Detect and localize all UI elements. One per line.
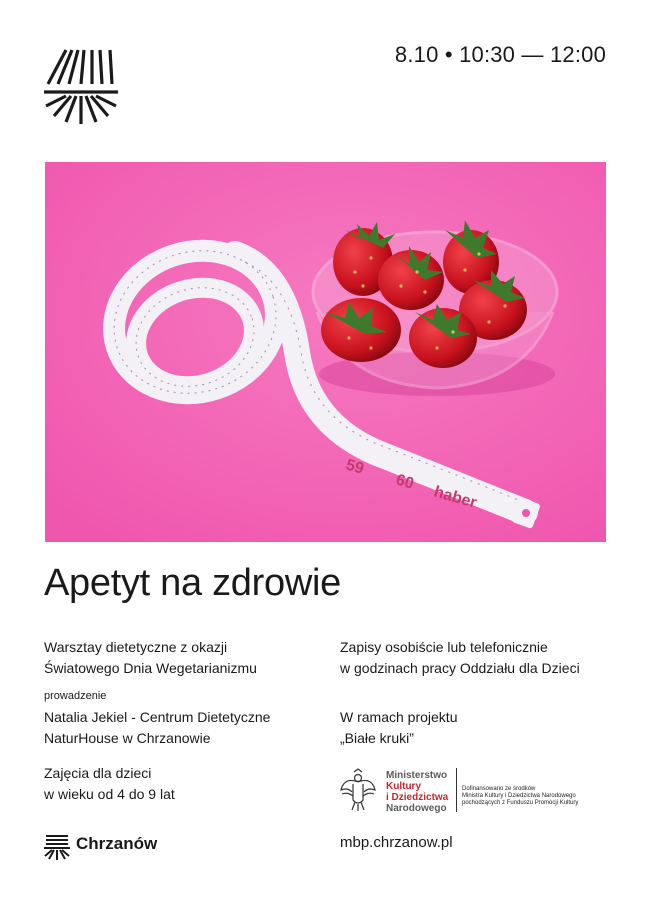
signup-line-2: w godzinach pracy Oddziału dla Dzieci <box>340 660 580 676</box>
polish-eagle-icon <box>340 768 376 812</box>
ministry-divider <box>456 768 457 812</box>
ministry-name <box>386 770 448 814</box>
event-audience <box>44 763 314 805</box>
lead-label: prowadzenie <box>44 690 107 702</box>
signup-line-1: Zapisy osobiście lub telefonicznie <box>340 639 548 655</box>
description-line-1: Warsztay dietetyczne z okazji <box>44 639 228 655</box>
ministry-funding-note <box>462 786 602 808</box>
event-photo <box>45 162 606 542</box>
funding-note-line-2: Ministra Kultury i Dziedzictwa Narodowego <box>462 793 576 800</box>
lead-line-1: Natalia Jekiel - Centrum Dietetyczne <box>44 709 271 725</box>
ministry-name-line-2: Kultury <box>386 781 421 792</box>
ministry-name-line-1: Ministerstwo <box>386 770 448 781</box>
event-lead <box>44 707 314 749</box>
photo-illustration <box>45 162 606 542</box>
ministry-logo <box>340 766 600 818</box>
lead-line-2: NaturHouse w Chrzanowie <box>44 730 211 746</box>
tape-number-60: 60 <box>393 471 416 493</box>
funding-note-line-3: pochodzących z Funduszu Promocji Kultury <box>462 800 579 807</box>
event-signup <box>340 637 630 679</box>
event-title: Apetyt na zdrowie <box>44 562 341 604</box>
audience-line-2: w wieku od 4 do 9 lat <box>44 786 175 802</box>
event-description <box>44 637 314 679</box>
description-line-2: Światowego Dnia Wegetarianizmu <box>44 660 257 676</box>
event-project <box>340 707 630 749</box>
event-datetime: 8.10 • 10:30 — 12:00 <box>394 42 606 67</box>
project-line-1: W ramach projektu <box>340 709 458 725</box>
ministry-name-line-4: Narodowego <box>386 803 447 814</box>
website-link[interactable]: mbp.chrzanow.pl <box>340 834 453 851</box>
chrzanow-sun-icon <box>44 833 70 861</box>
tape-number-59: 59 <box>343 456 366 478</box>
ministry-name-line-3: i Dziedzictwa <box>386 792 449 803</box>
audience-line-1: Zajęcia dla dzieci <box>44 765 152 781</box>
funding-note-line-1: Dofinansowano ze środków <box>462 786 536 792</box>
library-logo-icon <box>44 46 118 126</box>
project-line-2: „Białe kruki” <box>340 730 414 746</box>
tape-brand: haber <box>431 483 479 512</box>
city-name: Chrzanów <box>76 834 158 853</box>
